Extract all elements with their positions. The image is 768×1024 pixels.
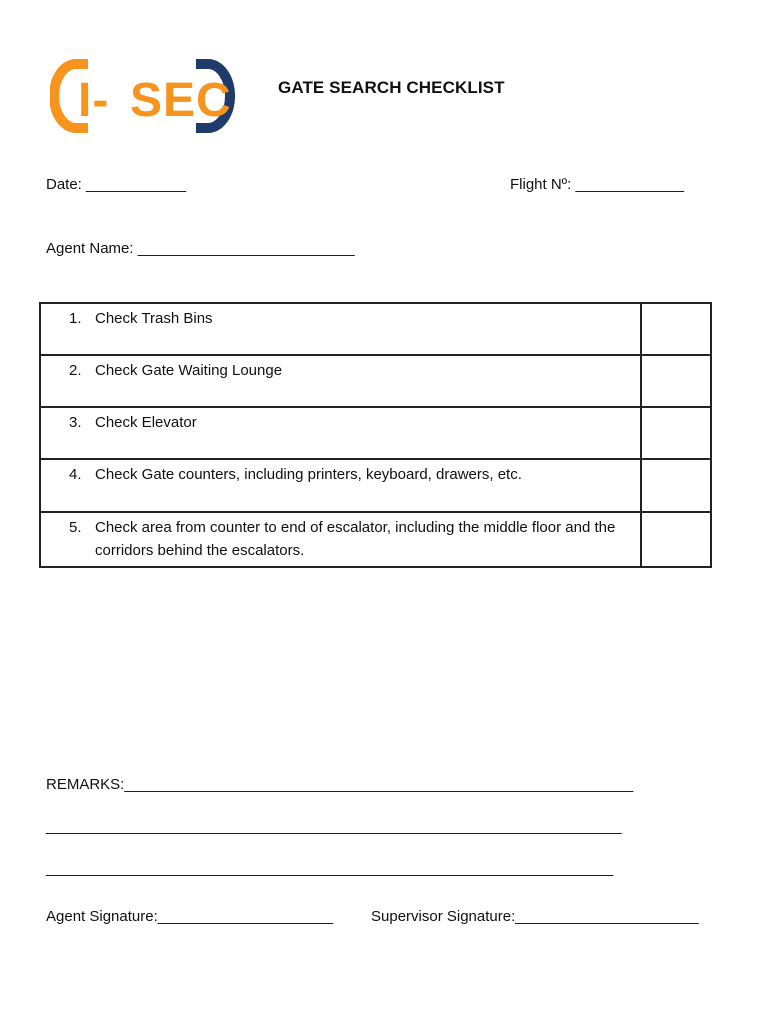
checklist-row (40, 355, 711, 407)
i-sec-logo (50, 58, 244, 134)
checklist-item-cell (40, 303, 641, 355)
item-number: 1. (69, 310, 82, 327)
checklist-row (40, 303, 711, 355)
check-box[interactable] (641, 459, 711, 512)
agent-signature-field[interactable]: Agent Signature:_____________________ (46, 908, 333, 925)
check-box[interactable] (641, 512, 711, 567)
check-box[interactable] (641, 303, 711, 355)
checklist-item-cell (40, 459, 641, 512)
check-box[interactable] (641, 407, 711, 459)
checklist-table (39, 302, 712, 568)
svg-text:SEC: SEC (130, 74, 232, 127)
checklist-item-cell (40, 512, 641, 567)
remarks-line[interactable]: _____________________________________________________________________ (46, 818, 622, 835)
agent-name-field[interactable]: Agent Name: __________________________ (46, 240, 355, 257)
supervisor-signature-field[interactable]: Supervisor Signature:______________________ (371, 908, 699, 925)
item-text: Check area from counter to end of escalator, including the middle floor and the corridors behind the escalators. (95, 519, 616, 559)
item-text: Check Elevator (95, 414, 197, 431)
item-number: 4. (69, 466, 82, 483)
date-field[interactable]: Date: ____________ (46, 176, 187, 193)
item-text: Check Gate counters, including printers, keyboard, drawers, etc. (95, 466, 522, 483)
checklist-row (40, 459, 711, 512)
checklist-item-cell (40, 355, 641, 407)
item-number: 5. (69, 519, 82, 536)
item-text: Check Gate Waiting Lounge (95, 362, 283, 379)
remarks-field[interactable]: REMARKS:_____________________________________________________________ (46, 776, 634, 793)
checklist-item-cell (40, 407, 641, 459)
check-box[interactable] (641, 355, 711, 407)
svg-text:I-: I- (78, 74, 110, 127)
remarks-line[interactable]: ____________________________________________________________________ (46, 860, 614, 877)
document-title: GATE SEARCH CHECKLIST (278, 78, 505, 97)
item-number: 2. (69, 362, 82, 379)
flight-number-field[interactable]: Flight Nº: _____________ (510, 176, 684, 193)
item-number: 3. (69, 414, 82, 431)
checklist-row (40, 407, 711, 459)
checklist-row (40, 512, 711, 567)
item-text: Check Trash Bins (95, 310, 213, 327)
